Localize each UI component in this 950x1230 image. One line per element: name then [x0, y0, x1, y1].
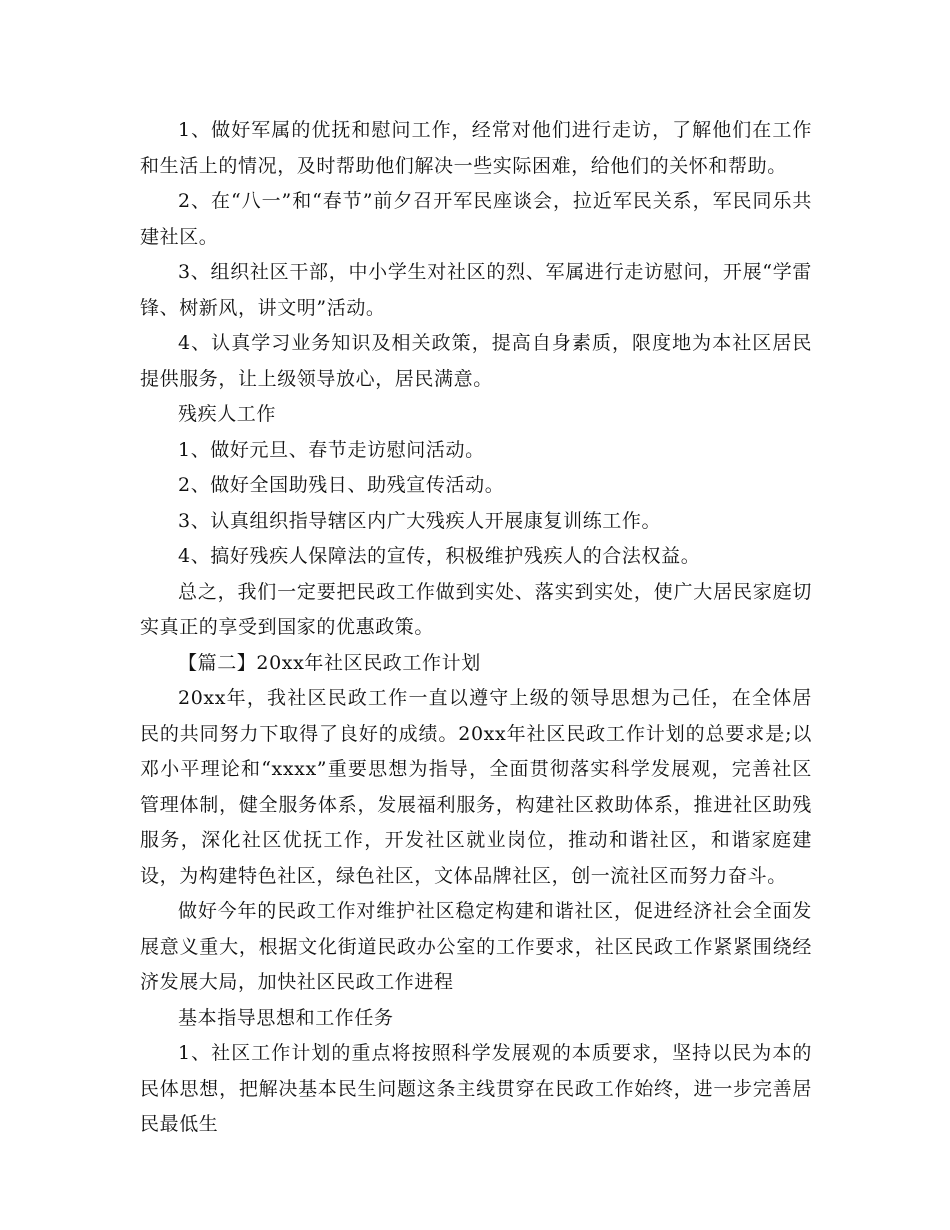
- section-heading-disabled-work: 残疾人工作: [178, 403, 277, 425]
- paragraph-10: 做好今年的民政工作对维护社区稳定构建和谐社区，促进经济社会全面发展意义重大，根据文化街道民政办公室的工作要求，社区民政工作紧紧围绕经济发展大局，加快社区民政工作进程: [140, 900, 812, 993]
- paragraph-6: 2、做好全国助残日、助残宣传活动。: [178, 474, 505, 496]
- document-body: [140, 113, 812, 1143]
- summary-paragraph: 总之，我们一定要把民政工作做到实处、落实到实处，使广大居民家庭切实真正的享受到国家的优惠政策。: [140, 580, 812, 638]
- paragraph-3: 3、组织社区干部，中小学生对社区的烈、军属进行走访慰问，开展“学雷锋、树新风，讲文明”活动。: [140, 261, 812, 319]
- paragraph-9: 20xx年，我社区民政工作一直以遵守上级的领导思想为己任，在全体居民的共同努力下取得了良好的成绩。20xx年社区民政工作计划的总要求是;以邓小平理论和“xxxx”重要思想为指导，全面贯彻落实科学发展观，完善社区管理体制，健全服务体系，发展福利服务，构建社区救助体系，推进社区助残服务，深化社区优抚工作，开发社区就业岗位，推动和谐社区，和谐家庭建设，为构建特色社区，绿色社区，文体品牌社区，创一流社区而努力奋斗。: [140, 687, 812, 887]
- paragraph-8: 4、搞好残疾人保障法的宣传，积极维护残疾人的合法权益。: [178, 545, 701, 567]
- paragraph-5: 1、做好元旦、春节走访慰问活动。: [178, 438, 485, 461]
- paragraph-11: 1、社区工作计划的重点将按照科学发展观的本质要求，坚持以民为本的民体思想，把解决基本民生问题这条主线贯穿在民政工作始终，进一步完善居民最低生: [140, 1042, 812, 1135]
- section-heading-guiding-ideology: 基本指导思想和工作任务: [178, 1006, 394, 1029]
- article-heading: 【篇二】20xx年社区民政工作计划: [178, 651, 481, 674]
- paragraph-4: 4、认真学习业务知识及相关政策，提高自身素质，限度地为本社区居民提供服务，让上级领导放心，居民满意。: [140, 332, 812, 390]
- paragraph-2: 2、在“八一”和“春节”前夕召开军民座谈会，拉近军民关系，军民同乐共建社区。: [140, 190, 812, 248]
- paragraph-7: 3、认真组织指导辖区内广大残疾人开展康复训练工作。: [178, 509, 662, 532]
- paragraph-1: 1、做好军属的优抚和慰问工作，经常对他们进行走访，了解他们在工作和生活上的情况，及时帮助他们解决一些实际困难，给他们的关怀和帮助。: [140, 119, 812, 177]
